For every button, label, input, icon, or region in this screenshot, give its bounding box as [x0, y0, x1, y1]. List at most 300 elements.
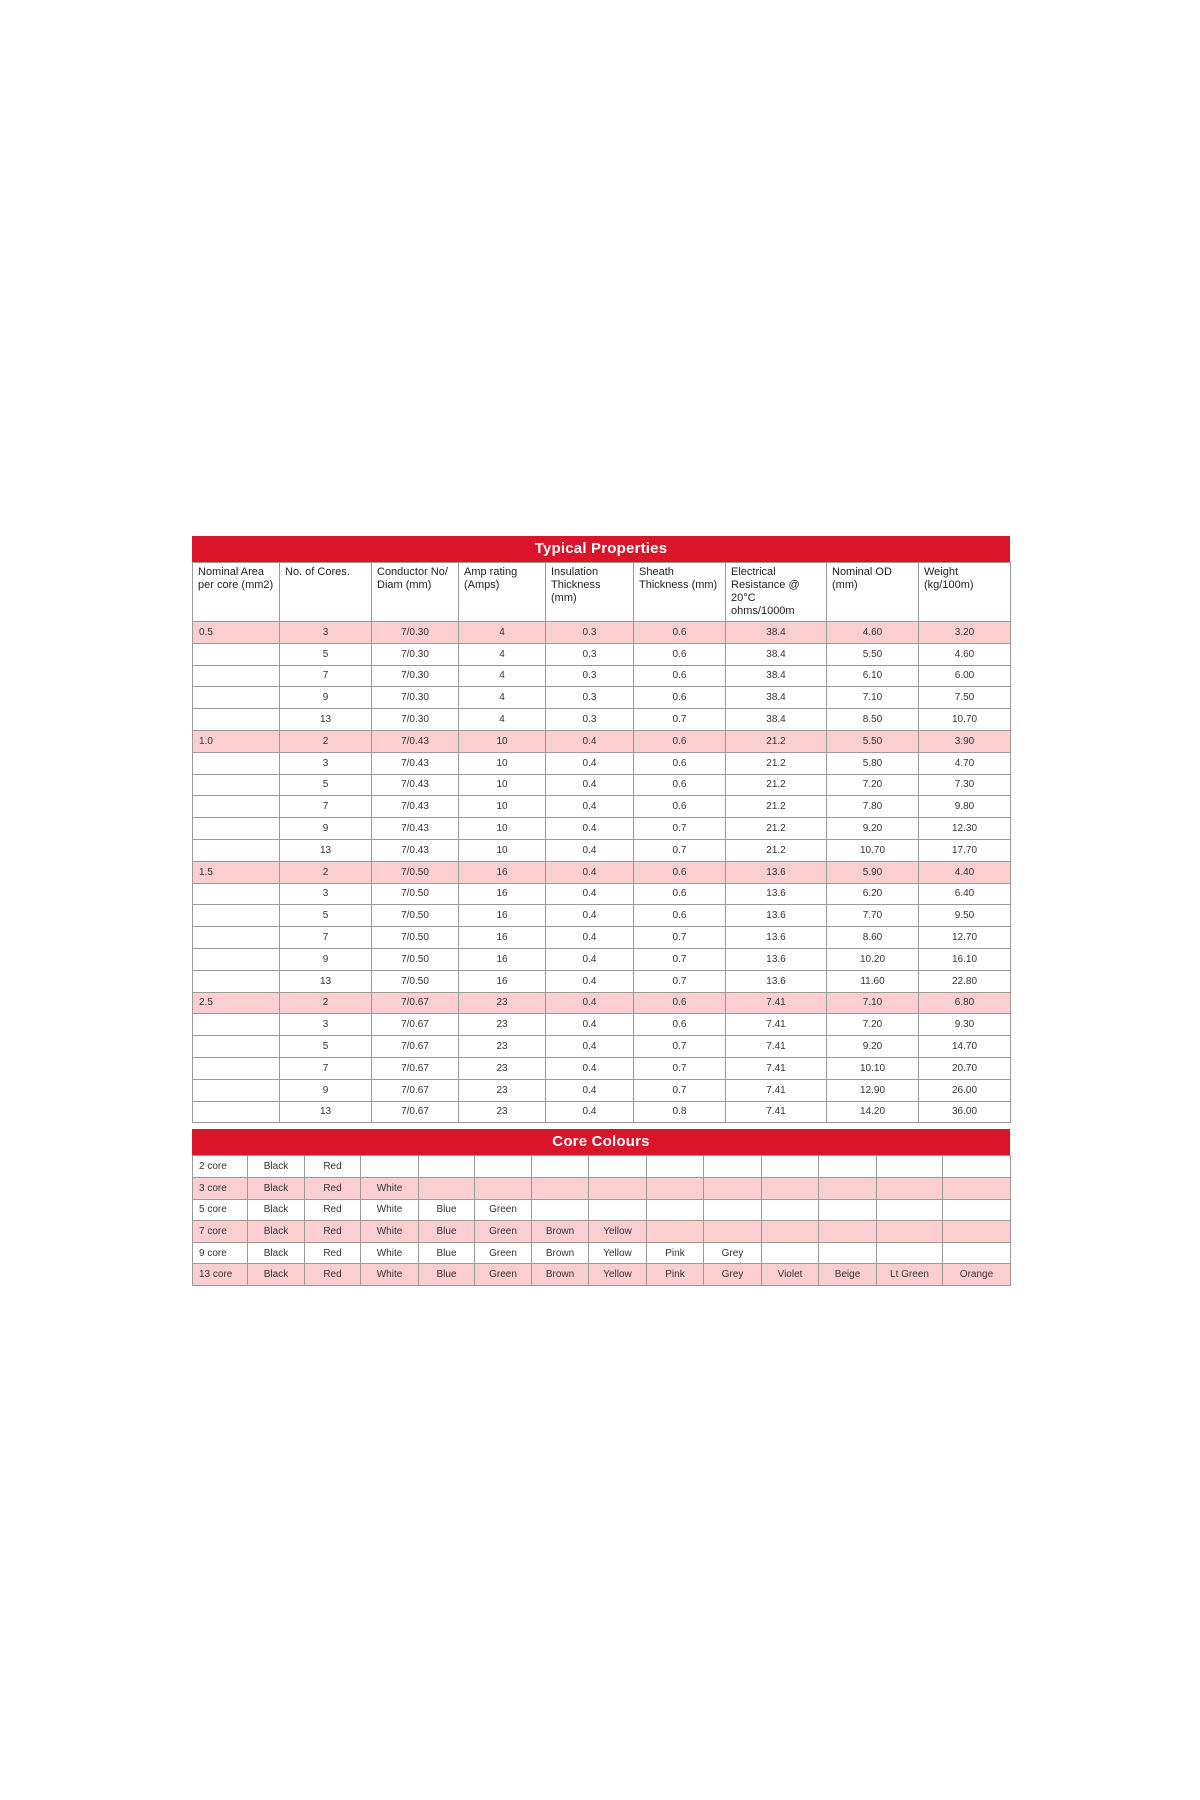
column-header: Amp rating (Amps): [459, 563, 546, 622]
table-cell: 0.4: [546, 1101, 634, 1123]
table-cell: 6.40: [919, 883, 1011, 905]
typical-properties-table: [192, 562, 1011, 1123]
table-cell: 10: [459, 796, 546, 818]
table-cell: 7/0.43: [372, 839, 459, 861]
table-cell: 0.8: [634, 1101, 726, 1123]
core-colour-cell: Brown: [532, 1264, 589, 1286]
table-cell: 0.5: [193, 622, 280, 644]
core-colour-cell: [877, 1156, 943, 1178]
table-cell: 7.10: [827, 687, 919, 709]
table-cell: 7/0.50: [372, 927, 459, 949]
core-colour-cell: [475, 1156, 532, 1178]
table-cell: 9: [280, 687, 372, 709]
table-cell: 12.30: [919, 818, 1011, 840]
table-cell: 0.4: [546, 796, 634, 818]
column-header: Conductor No/ Diam (mm): [372, 563, 459, 622]
table-cell: 0.7: [634, 948, 726, 970]
table-cell: 13.6: [726, 883, 827, 905]
table-cell: 4: [459, 709, 546, 731]
core-colour-row: [193, 1177, 1011, 1199]
core-colour-cell: Black: [248, 1156, 305, 1178]
core-colour-row: [193, 1156, 1011, 1178]
table-cell: 7/0.43: [372, 730, 459, 752]
typical-properties-title: Typical Properties: [192, 536, 1010, 562]
table-cell: 38.4: [726, 687, 827, 709]
column-header: Nominal OD (mm): [827, 563, 919, 622]
table-cell: [193, 643, 280, 665]
table-cell: 7.41: [726, 1036, 827, 1058]
table-cell: 0.7: [634, 709, 726, 731]
table-row: [193, 992, 1011, 1014]
core-colour-cell: [704, 1199, 762, 1221]
table-cell: [193, 1057, 280, 1079]
table-cell: 23: [459, 1057, 546, 1079]
table-cell: 3.20: [919, 622, 1011, 644]
core-colour-cell: White: [361, 1199, 419, 1221]
table-cell: 0.4: [546, 948, 634, 970]
core-colour-cell: [589, 1199, 647, 1221]
table-cell: 5.90: [827, 861, 919, 883]
table-cell: 7.41: [726, 992, 827, 1014]
table-cell: 0.3: [546, 622, 634, 644]
column-header: No. of Cores.: [280, 563, 372, 622]
core-colour-row: [193, 1242, 1011, 1264]
table-cell: 10.20: [827, 948, 919, 970]
core-colour-cell: Blue: [419, 1242, 475, 1264]
table-cell: [193, 883, 280, 905]
core-colour-cell: Black: [248, 1242, 305, 1264]
table-cell: 0.4: [546, 927, 634, 949]
table-cell: 0.4: [546, 730, 634, 752]
table-cell: 4.40: [919, 861, 1011, 883]
core-colour-cell: Blue: [419, 1221, 475, 1243]
table-cell: 3: [280, 883, 372, 905]
table-cell: 14.20: [827, 1101, 919, 1123]
table-cell: 13.6: [726, 927, 827, 949]
table-cell: 38.4: [726, 643, 827, 665]
table-row: [193, 1101, 1011, 1123]
table-cell: 13: [280, 1101, 372, 1123]
core-colour-cell: White: [361, 1221, 419, 1243]
core-colour-cell: Red: [305, 1156, 361, 1178]
table-cell: 16: [459, 970, 546, 992]
core-colour-cell: White: [361, 1177, 419, 1199]
table-cell: 4: [459, 665, 546, 687]
table-cell: 0.6: [634, 883, 726, 905]
core-colour-cell: Pink: [647, 1242, 704, 1264]
column-header: Weight (kg/100m): [919, 563, 1011, 622]
table-cell: 2.5: [193, 992, 280, 1014]
table-cell: 10: [459, 730, 546, 752]
core-colour-cell: [647, 1156, 704, 1178]
table-cell: 3: [280, 752, 372, 774]
table-row: [193, 1014, 1011, 1036]
table-cell: 38.4: [726, 709, 827, 731]
table-cell: 4: [459, 687, 546, 709]
table-cell: 3: [280, 1014, 372, 1036]
table-cell: 0.7: [634, 839, 726, 861]
core-colours-table: [192, 1155, 1011, 1286]
table-cell: 21.2: [726, 730, 827, 752]
table-cell: 26.00: [919, 1079, 1011, 1101]
table-cell: 23: [459, 1014, 546, 1036]
table-cell: 23: [459, 1101, 546, 1123]
table-cell: [193, 752, 280, 774]
core-colour-cell: [762, 1242, 819, 1264]
table-cell: 38.4: [726, 665, 827, 687]
core-colour-cell: Black: [248, 1199, 305, 1221]
core-colour-cell: [819, 1221, 877, 1243]
table-cell: 5.80: [827, 752, 919, 774]
core-colour-cell: White: [361, 1264, 419, 1286]
table-cell: 0.7: [634, 818, 726, 840]
table-cell: 5.50: [827, 643, 919, 665]
table-row: [193, 1036, 1011, 1058]
core-colour-cell: Orange: [943, 1264, 1011, 1286]
core-colour-cell: [589, 1177, 647, 1199]
table-cell: 7.41: [726, 1014, 827, 1036]
table-cell: 0.6: [634, 796, 726, 818]
core-colour-cell: Red: [305, 1177, 361, 1199]
table-cell: [193, 818, 280, 840]
core-colour-cell: [819, 1199, 877, 1221]
table-cell: 0.7: [634, 927, 726, 949]
table-cell: [193, 709, 280, 731]
core-colour-cell: [762, 1156, 819, 1178]
table-cell: 7/0.50: [372, 948, 459, 970]
column-header: Insulation Thickness (mm): [546, 563, 634, 622]
table-cell: 1.0: [193, 730, 280, 752]
table-cell: 7/0.50: [372, 861, 459, 883]
table-cell: 0.6: [634, 622, 726, 644]
core-colours-title: Core Colours: [192, 1129, 1010, 1155]
table-cell: 7.50: [919, 687, 1011, 709]
table-cell: 13.6: [726, 905, 827, 927]
core-colour-cell: Red: [305, 1221, 361, 1243]
table-cell: 9.20: [827, 818, 919, 840]
core-colour-cell: Green: [475, 1242, 532, 1264]
table-cell: 8.60: [827, 927, 919, 949]
table-cell: 7/0.67: [372, 992, 459, 1014]
table-row: [193, 709, 1011, 731]
table-cell: 7/0.43: [372, 796, 459, 818]
core-colour-row: [193, 1221, 1011, 1243]
table-cell: 23: [459, 1079, 546, 1101]
table-cell: 7/0.67: [372, 1079, 459, 1101]
core-colour-row: [193, 1264, 1011, 1286]
table-cell: 0.6: [634, 992, 726, 1014]
table-cell: 0.3: [546, 665, 634, 687]
table-cell: 7: [280, 1057, 372, 1079]
table-cell: 16: [459, 861, 546, 883]
table-cell: 10: [459, 839, 546, 861]
core-label: 2 core: [193, 1156, 248, 1178]
core-colour-cell: [361, 1156, 419, 1178]
table-cell: 5: [280, 905, 372, 927]
core-colour-cell: [943, 1242, 1011, 1264]
core-colour-cell: [704, 1156, 762, 1178]
table-cell: 7.20: [827, 1014, 919, 1036]
table-cell: 0.4: [546, 774, 634, 796]
table-cell: 7/0.43: [372, 774, 459, 796]
table-cell: 0.3: [546, 687, 634, 709]
table-cell: 6.00: [919, 665, 1011, 687]
core-colour-cell: Yellow: [589, 1264, 647, 1286]
table-cell: 7: [280, 927, 372, 949]
table-cell: 12.90: [827, 1079, 919, 1101]
core-colour-cell: Pink: [647, 1264, 704, 1286]
table-cell: 16: [459, 927, 546, 949]
table-cell: 13.6: [726, 970, 827, 992]
core-colour-cell: White: [361, 1242, 419, 1264]
table-cell: 0.4: [546, 1014, 634, 1036]
core-colour-cell: [762, 1177, 819, 1199]
table-cell: 38.4: [726, 622, 827, 644]
table-cell: [193, 905, 280, 927]
table-cell: [193, 948, 280, 970]
table-cell: 0.4: [546, 992, 634, 1014]
table-cell: 3: [280, 622, 372, 644]
table-cell: 21.2: [726, 839, 827, 861]
table-row: [193, 796, 1011, 818]
table-cell: 0.3: [546, 643, 634, 665]
table-cell: 0.4: [546, 839, 634, 861]
table-cell: [193, 1036, 280, 1058]
table-row: [193, 687, 1011, 709]
table-cell: 10.70: [919, 709, 1011, 731]
table-cell: [193, 665, 280, 687]
table-cell: 0.7: [634, 1057, 726, 1079]
table-cell: 0.6: [634, 643, 726, 665]
table-body: [193, 622, 1011, 1123]
core-colour-cell: [877, 1199, 943, 1221]
core-colour-cell: Yellow: [589, 1221, 647, 1243]
core-colour-cell: [943, 1221, 1011, 1243]
table-cell: 13: [280, 970, 372, 992]
table-cell: [193, 1014, 280, 1036]
table-cell: 6.80: [919, 992, 1011, 1014]
core-colour-cell: [647, 1221, 704, 1243]
core-colour-cell: Blue: [419, 1199, 475, 1221]
core-colour-cell: Black: [248, 1264, 305, 1286]
table-cell: 5.50: [827, 730, 919, 752]
table-cell: 7/0.50: [372, 905, 459, 927]
table-cell: 7.10: [827, 992, 919, 1014]
table-cell: 7.41: [726, 1101, 827, 1123]
table-cell: 13: [280, 709, 372, 731]
table-cell: 10.70: [827, 839, 919, 861]
table-cell: 5: [280, 774, 372, 796]
core-colour-cell: Brown: [532, 1221, 589, 1243]
core-colour-row: [193, 1199, 1011, 1221]
core-colour-cell: [943, 1156, 1011, 1178]
document-content: [192, 536, 1010, 1286]
core-colour-cell: Red: [305, 1242, 361, 1264]
table-cell: 4: [459, 643, 546, 665]
table-cell: 16: [459, 905, 546, 927]
core-colour-cell: [647, 1199, 704, 1221]
table-cell: [193, 687, 280, 709]
core-colour-cell: Green: [475, 1221, 532, 1243]
core-colour-cell: [877, 1221, 943, 1243]
table-cell: 0.4: [546, 970, 634, 992]
core-colour-cell: [943, 1177, 1011, 1199]
table-row: [193, 643, 1011, 665]
core-label: 7 core: [193, 1221, 248, 1243]
table-cell: [193, 796, 280, 818]
table-cell: 0.6: [634, 861, 726, 883]
table-cell: 5: [280, 643, 372, 665]
core-colour-cell: Grey: [704, 1264, 762, 1286]
core-colour-cell: Black: [248, 1221, 305, 1243]
table-cell: 21.2: [726, 818, 827, 840]
table-cell: 7/0.43: [372, 818, 459, 840]
core-colour-cell: [419, 1177, 475, 1199]
table-cell: [193, 839, 280, 861]
table-cell: [193, 1079, 280, 1101]
table-cell: 0.4: [546, 1036, 634, 1058]
table-cell: 7/0.30: [372, 643, 459, 665]
table-cell: 0.7: [634, 970, 726, 992]
table-cell: 7.41: [726, 1079, 827, 1101]
table-cell: 0.4: [546, 1057, 634, 1079]
table-cell: 10: [459, 774, 546, 796]
table-cell: 7/0.67: [372, 1036, 459, 1058]
table-cell: 6.20: [827, 883, 919, 905]
table-cell: 13.6: [726, 861, 827, 883]
table-row: [193, 730, 1011, 752]
table-cell: 10: [459, 752, 546, 774]
table-cell: 0.3: [546, 709, 634, 731]
table-cell: 0.6: [634, 774, 726, 796]
column-header: Electrical Resistance @ 20°C ohms/1000m: [726, 563, 827, 622]
table-cell: 7.30: [919, 774, 1011, 796]
table-cell: 23: [459, 1036, 546, 1058]
table-cell: 0.7: [634, 1079, 726, 1101]
core-colour-cell: [419, 1156, 475, 1178]
table-row: [193, 905, 1011, 927]
table-cell: 0.6: [634, 665, 726, 687]
table-cell: 22.80: [919, 970, 1011, 992]
table-cell: 4.60: [919, 643, 1011, 665]
table-cell: 36.00: [919, 1101, 1011, 1123]
core-colour-cell: [532, 1156, 589, 1178]
core-colour-cell: Red: [305, 1199, 361, 1221]
table-row: [193, 818, 1011, 840]
table-cell: 23: [459, 992, 546, 1014]
table-cell: 0.4: [546, 883, 634, 905]
table-cell: 0.6: [634, 752, 726, 774]
table-cell: 7/0.50: [372, 883, 459, 905]
table-row: [193, 752, 1011, 774]
core-colour-cell: Green: [475, 1199, 532, 1221]
core-colour-cell: [704, 1177, 762, 1199]
core-label: 5 core: [193, 1199, 248, 1221]
table-cell: 4.60: [827, 622, 919, 644]
table-cell: [193, 970, 280, 992]
core-colour-cell: [819, 1242, 877, 1264]
core-colour-cell: Black: [248, 1177, 305, 1199]
table-cell: 8.50: [827, 709, 919, 731]
table-cell: [193, 927, 280, 949]
table-cell: 7/0.30: [372, 665, 459, 687]
table-cell: 2: [280, 861, 372, 883]
table-row: [193, 622, 1011, 644]
table-cell: 11.60: [827, 970, 919, 992]
table-cell: 4: [459, 622, 546, 644]
table-cell: [193, 1101, 280, 1123]
table-cell: 2: [280, 992, 372, 1014]
table-cell: 0.4: [546, 905, 634, 927]
table-cell: 21.2: [726, 796, 827, 818]
core-colour-cell: Beige: [819, 1264, 877, 1286]
table-row: [193, 883, 1011, 905]
table-cell: 7.20: [827, 774, 919, 796]
core-label: 9 core: [193, 1242, 248, 1264]
table-header-row: [193, 563, 1011, 622]
table-cell: 20.70: [919, 1057, 1011, 1079]
table-row: [193, 665, 1011, 687]
table-cell: 0.4: [546, 861, 634, 883]
table-cell: 17.70: [919, 839, 1011, 861]
core-colour-cell: [877, 1242, 943, 1264]
table-cell: 0.6: [634, 905, 726, 927]
table-cell: 0.6: [634, 1014, 726, 1036]
table-cell: 10.10: [827, 1057, 919, 1079]
core-label: 3 core: [193, 1177, 248, 1199]
core-label: 13 core: [193, 1264, 248, 1286]
core-colour-cell: [647, 1177, 704, 1199]
table-cell: 10: [459, 818, 546, 840]
table-cell: 7/0.30: [372, 709, 459, 731]
table-cell: 7.41: [726, 1057, 827, 1079]
core-colour-cell: [819, 1156, 877, 1178]
table-cell: 9.30: [919, 1014, 1011, 1036]
table-row: [193, 861, 1011, 883]
column-header: Nominal Area per core (mm2): [193, 563, 280, 622]
table-cell: 16: [459, 883, 546, 905]
table-cell: 6.10: [827, 665, 919, 687]
column-header: Sheath Thickness (mm): [634, 563, 726, 622]
table-cell: 13.6: [726, 948, 827, 970]
core-colour-cell: [819, 1177, 877, 1199]
table-cell: 7/0.67: [372, 1057, 459, 1079]
table-cell: 4.70: [919, 752, 1011, 774]
table-cell: 2: [280, 730, 372, 752]
core-colour-cell: Lt Green: [877, 1264, 943, 1286]
core-colour-cell: Yellow: [589, 1242, 647, 1264]
table-cell: 0.4: [546, 1079, 634, 1101]
core-colour-cell: [532, 1199, 589, 1221]
table-cell: 1.5: [193, 861, 280, 883]
core-colour-cell: [589, 1156, 647, 1178]
table-row: [193, 927, 1011, 949]
table-cell: 7.80: [827, 796, 919, 818]
table-cell: 0.4: [546, 752, 634, 774]
table-cell: 9.20: [827, 1036, 919, 1058]
core-colour-cell: Grey: [704, 1242, 762, 1264]
table-cell: 5: [280, 1036, 372, 1058]
table-row: [193, 774, 1011, 796]
core-colour-cell: [704, 1221, 762, 1243]
table-row: [193, 1079, 1011, 1101]
core-colour-cell: Red: [305, 1264, 361, 1286]
table-cell: 3.90: [919, 730, 1011, 752]
table-cell: 7/0.67: [372, 1101, 459, 1123]
core-colour-cell: [532, 1177, 589, 1199]
table-cell: 9.50: [919, 905, 1011, 927]
table-cell: 0.7: [634, 1036, 726, 1058]
